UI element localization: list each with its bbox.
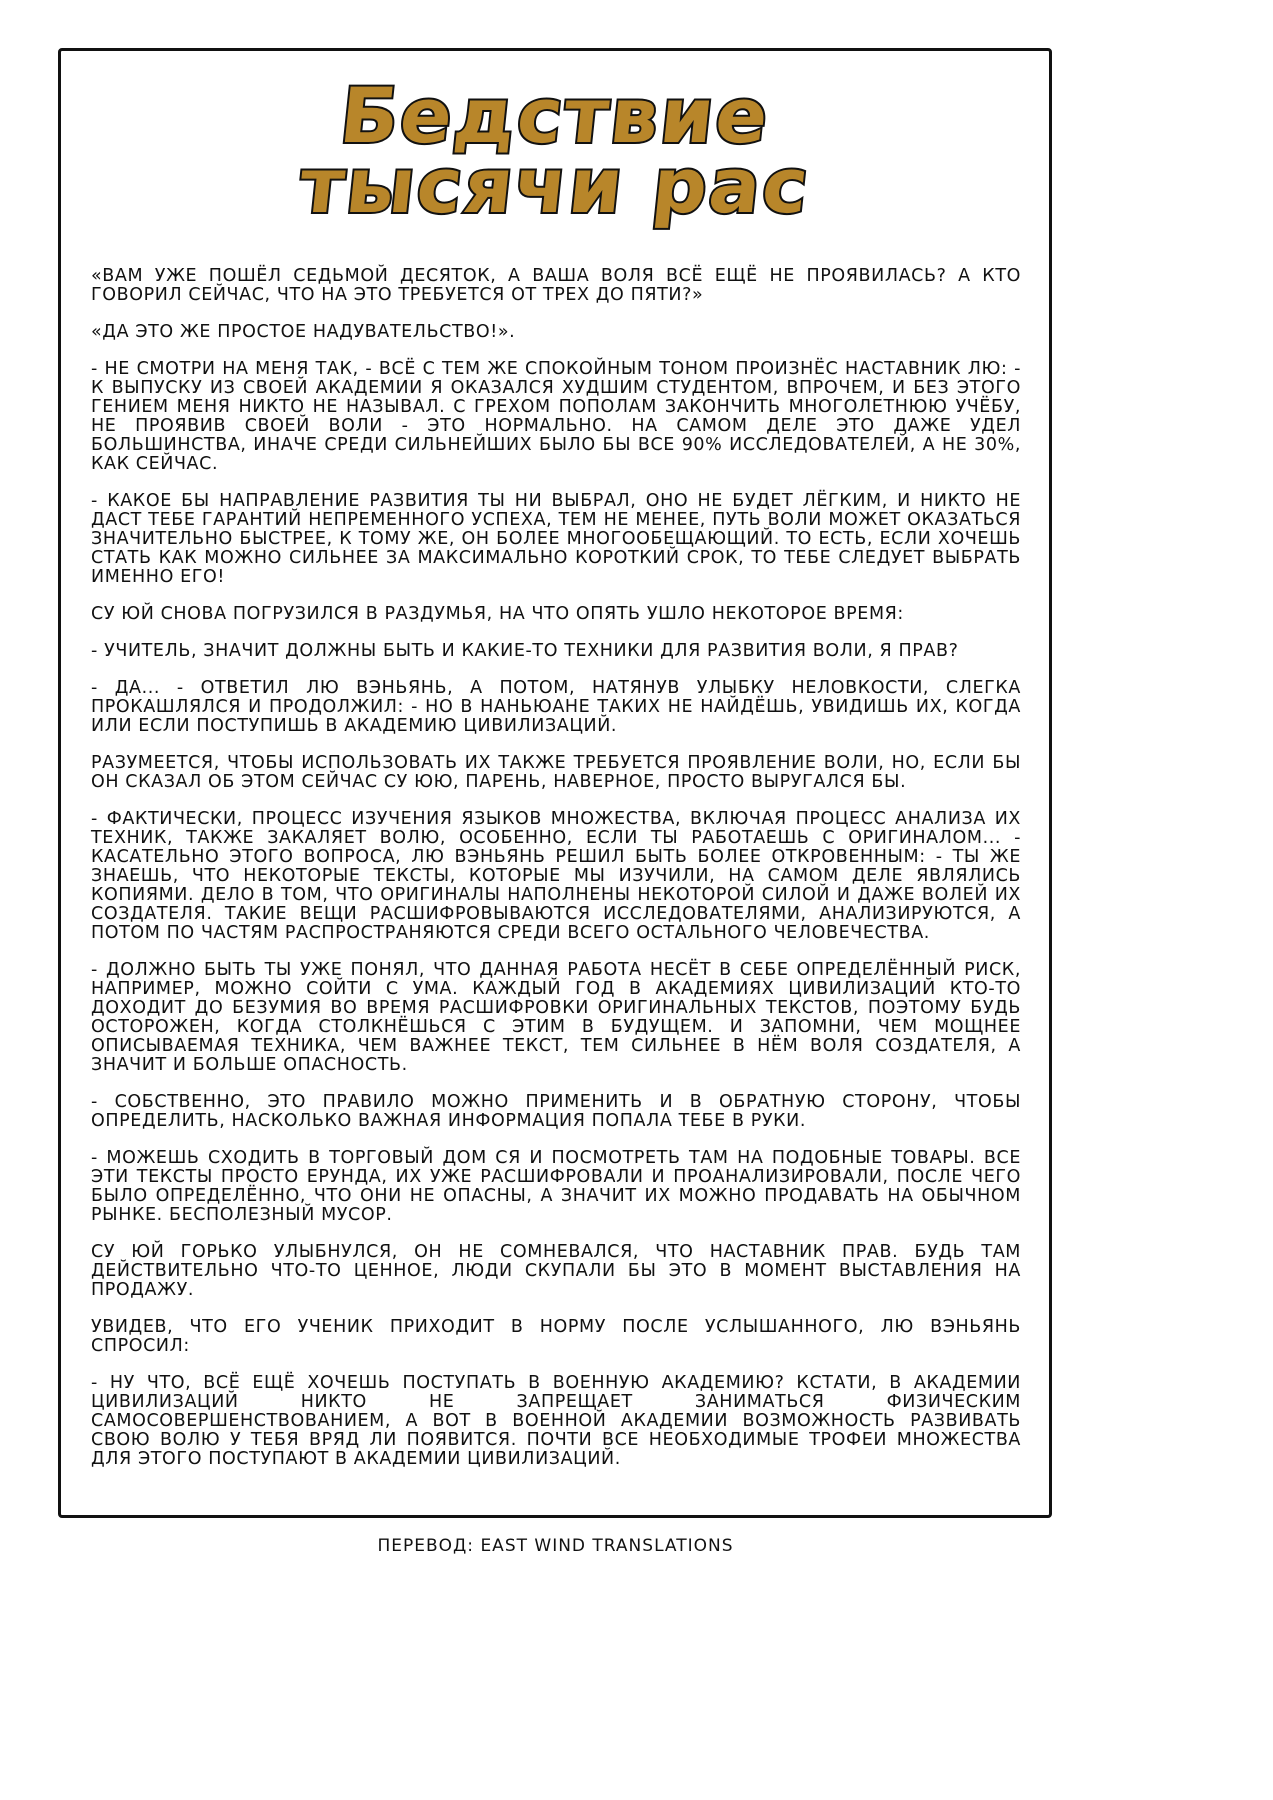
paragraph: СУ ЮЙ ГОРЬКО УЛЫБНУЛСЯ, ОН НЕ СОМНЕВАЛСЯ, ЧТО НАСТАВНИК ПРАВ. БУДЬ ТАМ ДЕЙСТВИТЕЛЬНО ЧТО-ТО ЦЕННОЕ, ЛЮДИ СКУПАЛИ БЫ ЭТО В МОМЕНТ ВЫСТАВЛЕНИЯ НА ПРОДАЖУ.: [91, 1242, 1021, 1300]
paragraph: - ФАКТИЧЕСКИ, ПРОЦЕСС ИЗУЧЕНИЯ ЯЗЫКОВ МНОЖЕСТВА, ВКЛЮЧАЯ ПРОЦЕСС АНАЛИЗА ИХ ТЕХНИК, ТАКЖЕ ЗАКАЛЯЕТ ВОЛЮ, ОСОБЕННО, ЕСЛИ ТЫ РАБОТАЕШЬ С ОРИГИНАЛОМ... - КАСАТЕЛЬНО ЭТОГО ВОПРОСА, ЛЮ ВЭНЬЯНЬ РЕШИЛ БЫТЬ БОЛЕЕ ОТКРОВЕННЫМ: - ТЫ ЖЕ ЗНАЕШЬ, ЧТО НЕКОТОРЫЕ ТЕКСТЫ, КОТОРЫЕ МЫ ИЗУЧИЛИ, НА САМОМ ДЕЛЕ ЯВЛЯЛИСЬ КОПИЯМИ. ДЕЛО В ТОМ, ЧТО ОРИГИНАЛЫ НАПОЛНЕНЫ НЕКОТОРОЙ СИЛОЙ И ДАЖЕ ВОЛЕЙ ИХ СОЗДАТЕЛЯ. ТАКИЕ ВЕЩИ РАСШИФРОВЫВАЮТСЯ ИССЛЕДОВАТЕЛЯМИ, АНАЛИЗИРУЮТСЯ, А ПОТОМ ПО ЧАСТЯМ РАСПРОСТРАНЯЮТСЯ СРЕДИ ВСЕГО ОСТАЛЬНОГО ЧЕЛОВЕЧЕСТВА.: [91, 809, 1021, 943]
paragraph: РАЗУМЕЕТСЯ, ЧТОБЫ ИСПОЛЬЗОВАТЬ ИХ ТАКЖЕ ТРЕБУЕТСЯ ПРОЯВЛЕНИЕ ВОЛИ, НО, ЕСЛИ БЫ ОН СКАЗАЛ ОБ ЭТОМ СЕЙЧАС СУ ЮЮ, ПАРЕНЬ, НАВЕРНОЕ, ПРОСТО ВЫРУГАЛСЯ БЫ.: [91, 753, 1021, 792]
paragraph: УВИДЕВ, ЧТО ЕГО УЧЕНИК ПРИХОДИТ В НОРМУ ПОСЛЕ УСЛЫШАННОГО, ЛЮ ВЭНЬЯНЬ СПРОСИЛ:: [91, 1317, 1021, 1356]
paragraph: - СОБСТВЕННО, ЭТО ПРАВИЛО МОЖНО ПРИМЕНИТЬ И В ОБРАТНУЮ СТОРОНУ, ЧТОБЫ ОПРЕДЕЛИТЬ, НАСКОЛЬКО ВАЖНАЯ ИНФОРМАЦИЯ ПОПАЛА ТЕБЕ В РУКИ.: [91, 1092, 1021, 1131]
paragraph: - ДОЛЖНО БЫТЬ ТЫ УЖЕ ПОНЯЛ, ЧТО ДАННАЯ РАБОТА НЕСЁТ В СЕБЕ ОПРЕДЕЛЁННЫЙ РИСК, НАПРИМЕР, МОЖНО СОЙТИ С УМА. КАЖДЫЙ ГОД В АКАДЕМИЯХ ЦИВИЛИЗАЦИЙ КТО-ТО ДОХОДИТ ДО БЕЗУМИЯ ВО ВРЕМЯ РАСШИФРОВКИ ОРИГИНАЛЬНЫХ ТЕКСТОВ, ПОЭТОМУ БУДЬ ОСТОРОЖЕН, КОГДА СТОЛКНЁШЬСЯ С ЭТИМ В БУДУЩЕМ. И ЗАПОМНИ, ЧЕМ МОЩНЕЕ ОПИСЫВАЕМАЯ ТЕХНИКА, ЧЕМ ВАЖНЕЕ ТЕКСТ, ТЕМ СИЛЬНЕЕ В НЁМ ВОЛЯ СОЗДАТЕЛЯ, А ЗНАЧИТ И БОЛЬШЕ ОПАСНОСТЬ.: [91, 960, 1021, 1075]
paragraph: - УЧИТЕЛЬ, ЗНАЧИТ ДОЛЖНЫ БЫТЬ И КАКИЕ-ТО ТЕХНИКИ ДЛЯ РАЗВИТИЯ ВОЛИ, Я ПРАВ?: [91, 641, 959, 661]
chapter-text: [91, 267, 1021, 1487]
paragraph: «ДА ЭТО ЖЕ ПРОСТОЕ НАДУВАТЕЛЬСТВО!».: [91, 322, 516, 342]
page-frame: [58, 48, 1052, 1518]
paragraph: - НУ ЧТО, ВСЁ ЕЩЁ ХОЧЕШЬ ПОСТУПАТЬ В ВОЕННУЮ АКАДЕМИЮ? КСТАТИ, В АКАДЕМИИ ЦИВИЛИЗАЦИЙ НИКТО НЕ ЗАПРЕЩАЕТ ЗАНИМАТЬСЯ ФИЗИЧЕСКИМ САМОСОВЕРШЕНСТВОВАНИЕМ, А ВОТ В ВОЕННОЙ АКАДЕМИИ ВОЗМОЖНОСТЬ РАЗВИВАТЬ СВОЮ ВОЛЮ У ТЕБЯ ВРЯД ЛИ ПОЯВИТСЯ. ПОЧТИ ВСЕ НЕОБХОДИМЫЕ ТРОФЕИ МНОЖЕСТВА ДЛЯ ЭТОГО ПОСТУПАЮТ В АКАДЕМИИ ЦИВИЛИЗАЦИЙ.: [91, 1373, 1021, 1469]
title-line-1: Бедствие: [335, 71, 775, 160]
title-line-2: тысячи рас: [295, 141, 815, 230]
translation-credit: ПЕРЕВОД: EAST WIND TRANSLATIONS: [377, 1536, 734, 1556]
paragraph: «ВАМ УЖЕ ПОШЁЛ СЕДЬМОЙ ДЕСЯТОК, А ВАША ВОЛЯ ВСЁ ЕЩЁ НЕ ПРОЯВИЛАСЬ? А КТО ГОВОРИЛ СЕЙЧАС, ЧТО НА ЭТО ТРЕБУЕТСЯ ОТ ТРЕХ ДО ПЯТИ?»: [91, 266, 1021, 305]
page-title: [61, 71, 1049, 230]
paragraph: СУ ЮЙ СНОВА ПОГРУЗИЛСЯ В РАЗДУМЬЯ, НА ЧТО ОПЯТЬ УШЛО НЕКОТОРОЕ ВРЕМЯ:: [91, 604, 904, 624]
paragraph: - ДА... - ОТВЕТИЛ ЛЮ ВЭНЬЯНЬ, А ПОТОМ, НАТЯНУВ УЛЫБКУ НЕЛОВКОСТИ, СЛЕГКА ПРОКАШЛЯЛСЯ И ПРОДОЛЖИЛ: - НО В НАНЬЮАНЕ ТАКИХ НЕ НАЙДЁШЬ, УВИДИШЬ ИХ, КОГДА ИЛИ ЕСЛИ ПОСТУПИШЬ В АКАДЕМИЮ ЦИВИЛИЗАЦИЙ.: [91, 678, 1021, 736]
paragraph: - МОЖЕШЬ СХОДИТЬ В ТОРГОВЫЙ ДОМ СЯ И ПОСМОТРЕТЬ ТАМ НА ПОДОБНЫЕ ТОВАРЫ. ВСЕ ЭТИ ТЕКСТЫ ПРОСТО ЕРУНДА, ИХ УЖЕ РАСШИФРОВАЛИ И ПРОАНАЛИЗИРОВАЛИ, ПОСЛЕ ЧЕГО БЫЛО ОПРЕДЕЛЁННО, ЧТО ОНИ НЕ ОПАСНЫ, А ЗНАЧИТ ИХ МОЖНО ПРОДАВАТЬ НА ОБЫЧНОМ РЫНКЕ. БЕСПОЛЕЗНЫЙ МУСОР.: [91, 1148, 1021, 1225]
paragraph: - НЕ СМОТРИ НА МЕНЯ ТАК, - ВСЁ С ТЕМ ЖЕ СПОКОЙНЫМ ТОНОМ ПРОИЗНЁС НАСТАВНИК ЛЮ: - К ВЫПУСКУ ИЗ СВОЕЙ АКАДЕМИИ Я ОКАЗАЛСЯ ХУДШИМ СТУДЕНТОМ, ВПРОЧЕМ, И БЕЗ ЭТОГО ГЕНИЕМ МЕНЯ НИКТО НЕ НАЗЫВАЛ. С ГРЕХОМ ПОПОЛАМ ЗАКОНЧИТЬ МНОГОЛЕТНЮЮ УЧЁБУ, НЕ ПРОЯВИВ СВОЕЙ ВОЛИ - ЭТО НОРМАЛЬНО. НА САМОМ ДЕЛЕ ЭТО ДАЖЕ УДЕЛ БОЛЬШИНСТВА, ИНАЧЕ СРЕДИ СИЛЬНЕЙШИХ БЫЛО БЫ ВСЕ 90% ИССЛЕДОВАТЕЛЕЙ, А НЕ 30%, КАК СЕЙЧАС.: [91, 359, 1021, 474]
paragraph: - КАКОЕ БЫ НАПРАВЛЕНИЕ РАЗВИТИЯ ТЫ НИ ВЫБРАЛ, ОНО НЕ БУДЕТ ЛЁГКИМ, И НИКТО НЕ ДАСТ ТЕБЕ ГАРАНТИЙ НЕПРЕМЕННОГО УСПЕХА, ТЕМ НЕ МЕНЕЕ, ПУТЬ ВОЛИ МОЖЕТ ОКАЗАТЬСЯ ЗНАЧИТЕЛЬНО БЫСТРЕЕ, К ТОМУ ЖЕ, ОН БОЛЕЕ МНОГООБЕЩАЮЩИЙ. ТО ЕСТЬ, ЕСЛИ ХОЧЕШЬ СТАТЬ КАК МОЖНО СИЛЬНЕЕ ЗА МАКСИМАЛЬНО КОРОТКИЙ СРОК, ТО ТЕБЕ СЛЕДУЕТ ВЫБРАТЬ ИМЕННО ЕГО!: [91, 491, 1021, 587]
